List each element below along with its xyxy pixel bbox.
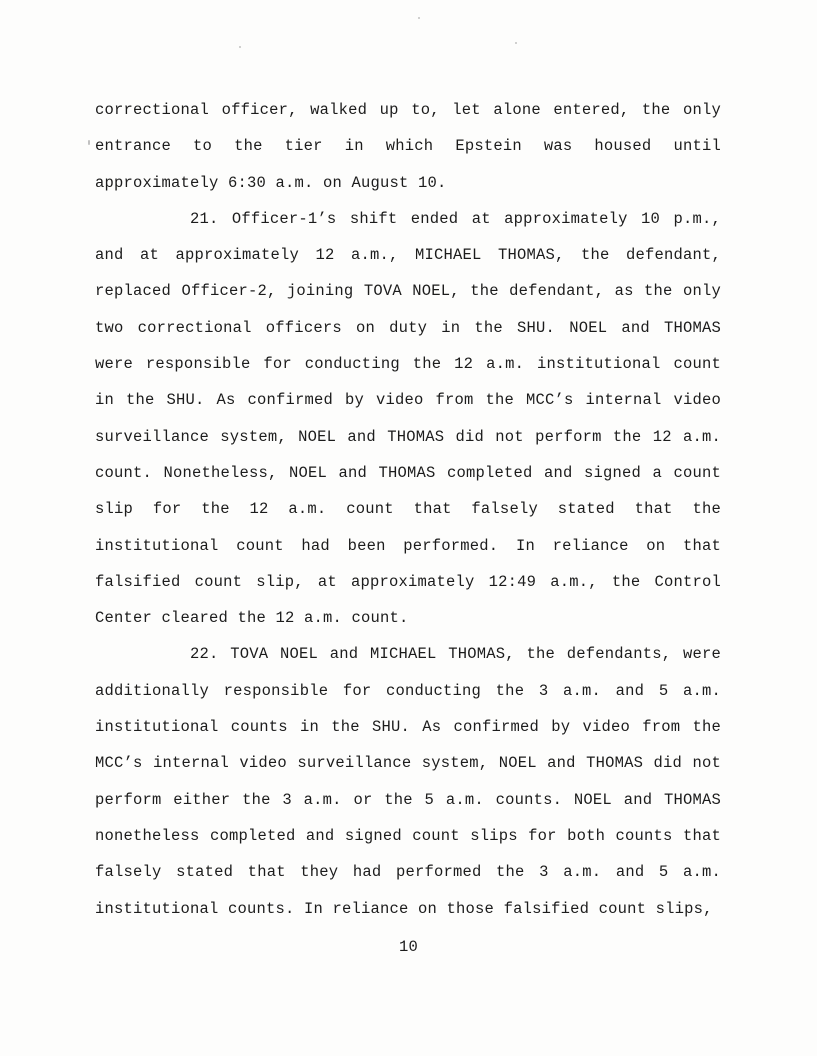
scan-artifact xyxy=(515,42,517,44)
scan-artifact xyxy=(418,17,420,19)
paragraph-21: 21. Officer-1’s shift ended at approximately 10 p.m., and at approximately 12 a.m., MICHAEL THOMAS, the defendant, replaced Officer-2, joining TOVA NOEL, the defendant, as the only two correctional officers on duty in the SHU. NOEL and THOMAS were responsible for conducting the 12 a.m. institutional count in the SHU. As confirmed by video from the MCC’s internal video surveillance system, NOEL and THOMAS did not perform the 12 a.m. count. Nonetheless, NOEL and THOMAS completed and signed a count slip for the 12 a.m. count that falsely stated that the institutional count had been performed. In reliance on that falsified count slip, at approximately 12:49 a.m., the Control Center cleared the 12 a.m. count. xyxy=(95,209,721,628)
paragraph-continuation: correctional officer, walked up to, let alone entered, the only entrance to the tier in which Epstein was housed until approximately 6:30 a.m. on August 10. xyxy=(95,101,721,192)
scan-artifact xyxy=(88,140,90,145)
page-number: 10 xyxy=(398,938,418,956)
paragraph-22: 22. TOVA NOEL and MICHAEL THOMAS, the defendants, were additionally responsible for conducting the 3 a.m. and 5 a.m. institutional counts in the SHU. As confirmed by video from the MCC’s internal video surveillance system, NOEL and THOMAS did not perform either the 3 a.m. or the 5 a.m. counts. NOEL and THOMAS nonetheless completed and signed count slips for both counts that falsely stated that they had performed the 3 a.m. and 5 a.m. institutional counts. In reliance on those falsified count slips, xyxy=(95,645,721,918)
document-body xyxy=(95,92,721,927)
scan-artifact xyxy=(239,46,241,48)
